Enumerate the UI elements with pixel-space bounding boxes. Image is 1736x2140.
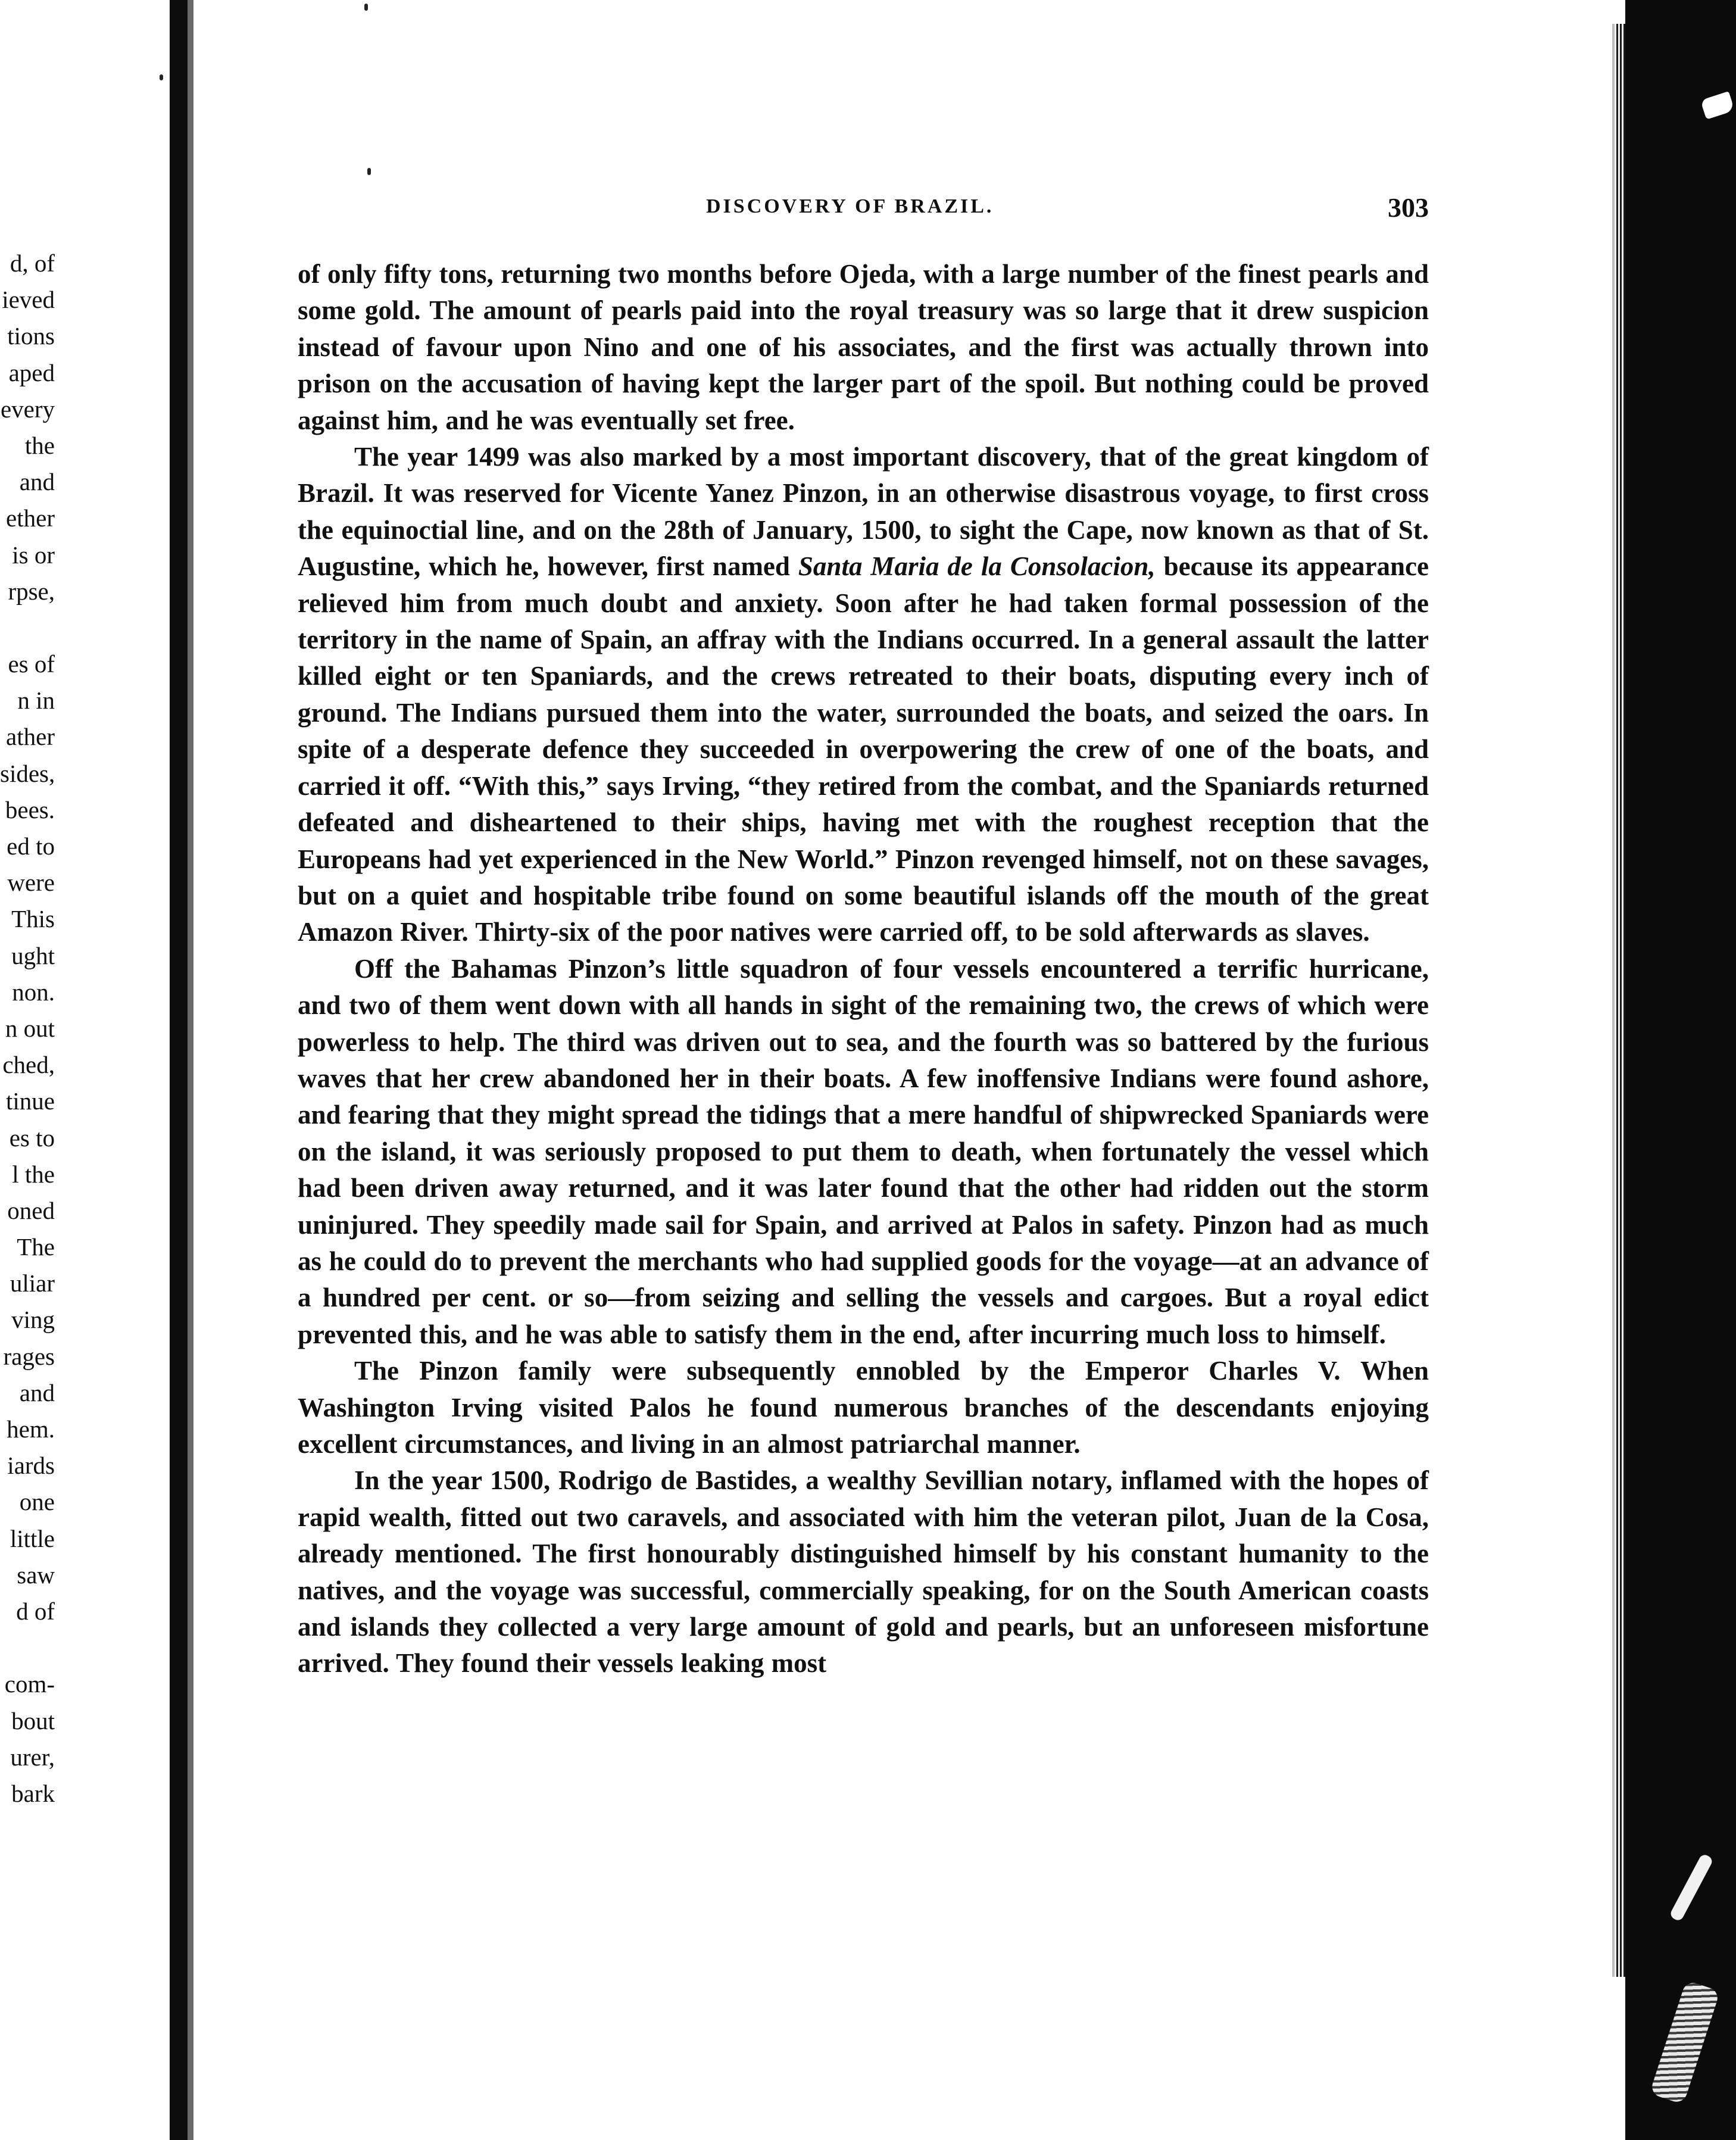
- fragment-line: the: [24, 431, 55, 459]
- fragment-line: ught: [11, 941, 55, 969]
- fragment-line: es to: [9, 1124, 55, 1152]
- facing-page-fragment: [0, 245, 55, 1812]
- fragment-line: rpse,: [8, 577, 55, 605]
- fragment-line: is or: [12, 541, 55, 569]
- fragment-line: every: [0, 395, 55, 423]
- fragment-line: rages: [3, 1342, 55, 1370]
- fragment-line: n in: [17, 687, 55, 715]
- ink-speck: [364, 4, 368, 11]
- fragment-line: ieved: [2, 286, 55, 314]
- fragment-line: iards: [7, 1452, 55, 1480]
- fragment-line: oned: [7, 1196, 55, 1224]
- fragment-line: and: [19, 1378, 55, 1406]
- paragraph: In the year 1500, Rodrigo de Bastides, a wealthy Sevillian notary, inflamed with the hopes of rapid wealth, fitted out two caravels, and associated with him the veteran pilot, Juan de la Cosa, already mentioned. The first honourably distinguished himself by his constant humanity to the natives, and the voyage was successful, commercially speaking, for on the South American coasts and islands they collected a very large amount of gold and pearls, but an unforeseen misfortune arrived. They found their vessels leaking most: [298, 1465, 1429, 1679]
- fragment-line: bark: [11, 1779, 55, 1807]
- paragraph-text: because its appearance relieved him from much doubt and anxiety. Soon after he had taken formal possession of the territory in the name of Spain, an affray with the Indians occurred. In a general assault the latter killed eight or ten Spaniards, and the crews retreated to their boats, disputing every inch of ground. The Indians pursued them into the water, surrounded the boats, and seized the oars. In spite of a desperate defence they succeeded in overpowering the crew of one of the boats, and carried it off. “With this,” says Irving, “they retired from the combat, and the Spaniards returned defeated and disheartened to their ships, having met with the roughest reception that the Europeans had yet experienced in the New World.” Pinzon revenged himself, not on these savages, but on a quiet and hospitable tribe found on some beautiful islands off the mouth of the great Amazon River. Thirty-six of the poor natives were carried off, to be sold afterwards as slaves.: [298, 551, 1429, 947]
- fragment-line: d of: [16, 1597, 55, 1625]
- fragment-line: ched,: [2, 1051, 55, 1079]
- fragment-line: d, of: [10, 249, 55, 277]
- fragment-line: [0, 1630, 55, 1666]
- paragraph: The Pinzon family were subsequently ennobled by the Emperor Charles V. When Washington Irving visited Palos he found numerous branches of the descendants enjoying excellent circumstances, and living in an almost patriarchal manner.: [298, 1356, 1429, 1459]
- italic-place-name: Santa Maria de la Consolacion,: [798, 551, 1156, 582]
- fragment-line: urer,: [10, 1743, 55, 1771]
- fragment-line: es of: [8, 650, 55, 678]
- fragment-line: ving: [11, 1306, 55, 1334]
- page-body: [298, 256, 1429, 1682]
- fragment-line: This: [11, 905, 55, 933]
- page-number: 303: [1388, 192, 1429, 223]
- fragment-line: ether: [6, 504, 55, 532]
- scan-background-right: [1625, 0, 1736, 2140]
- fragment-line: hem.: [7, 1415, 55, 1443]
- fragment-line: com-: [4, 1670, 55, 1698]
- paragraph-text: The year 1499 was also marked by a most important discovery, that of the great kingdom of Brazil. It was reserved for Vicente Yanez Pinzon, in an otherwise disastrous voyage, to first cross the equinoctial line, and on the 28th of January, 1500, to sight the Cape, now known as that of St. Augustine, which he, however, first named: [298, 442, 1429, 582]
- fragment-line: [0, 610, 55, 646]
- fragment-line: The: [17, 1233, 55, 1261]
- book-gutter-shadow: [170, 0, 188, 2140]
- gutter-page-edge: [188, 0, 193, 2140]
- running-title: DISCOVERY OF BRAZIL.: [706, 195, 994, 217]
- fragment-line: ather: [6, 723, 55, 751]
- paragraph: Off the Bahamas Pinzon’s little squadron of four vessels encountered a terrific hurricane, and two of them went down with all hands in sight of the remaining two, the crews of which were powerless to help. The third was driven out to sea, and the fourth was so battered by the furious waves that her crew abandoned her in their boats. A few inoffensive Indians were found ashore, and fearing that they might spread the tidings that a mere handful of shipwrecked Spaniards were on the island, it was seriously proposed to put them to death, when fortunately the vessel which had been driven away returned, and it was later found that the other had ridden out the storm uninjured. They speedily made sail for Spain, and arrived at Palos in safety. Pinzon had as much as he could do to prevent the merchants who had supplied goods for the voyage—at an advance of a hundred per cent. or so—from seizing and selling the vessels and cargoes. But a royal edict prevented this, and he was able to satisfy them in the end, after incurring much loss to himself.: [298, 953, 1429, 1349]
- paragraph: of only fifty tons, returning two months before Ojeda, with a large number of the finest pearls and some gold. The amount of pearls paid into the royal treasury was so large that it drew suspicion instead of favour upon Nino and one of his associates, and the first was actually thrown into prison on the accusation of having kept the larger part of the spoil. But nothing could be proved against him, and he was eventually set free.: [298, 259, 1429, 435]
- fragment-line: and: [19, 468, 55, 496]
- fragment-line: little: [10, 1524, 55, 1552]
- fragment-line: aped: [8, 358, 55, 386]
- fragment-line: sides,: [0, 759, 55, 787]
- fragment-line: tinue: [6, 1087, 55, 1115]
- fragment-line: one: [19, 1488, 55, 1516]
- fragment-line: were: [7, 869, 55, 897]
- running-header: [298, 192, 1429, 229]
- fragment-line: non.: [12, 978, 55, 1006]
- fragment-line: ed to: [7, 832, 55, 860]
- fragment-line: l the: [12, 1160, 55, 1188]
- fragment-line: bout: [11, 1707, 55, 1735]
- paragraph: [298, 439, 1429, 951]
- fragment-line: saw: [17, 1561, 55, 1589]
- fragment-line: n out: [5, 1014, 55, 1042]
- fragment-line: bees.: [5, 796, 55, 823]
- ink-speck: [160, 74, 163, 80]
- ink-speck: [367, 168, 371, 175]
- fragment-line: tions: [7, 322, 55, 350]
- fragment-line: uliar: [10, 1269, 55, 1297]
